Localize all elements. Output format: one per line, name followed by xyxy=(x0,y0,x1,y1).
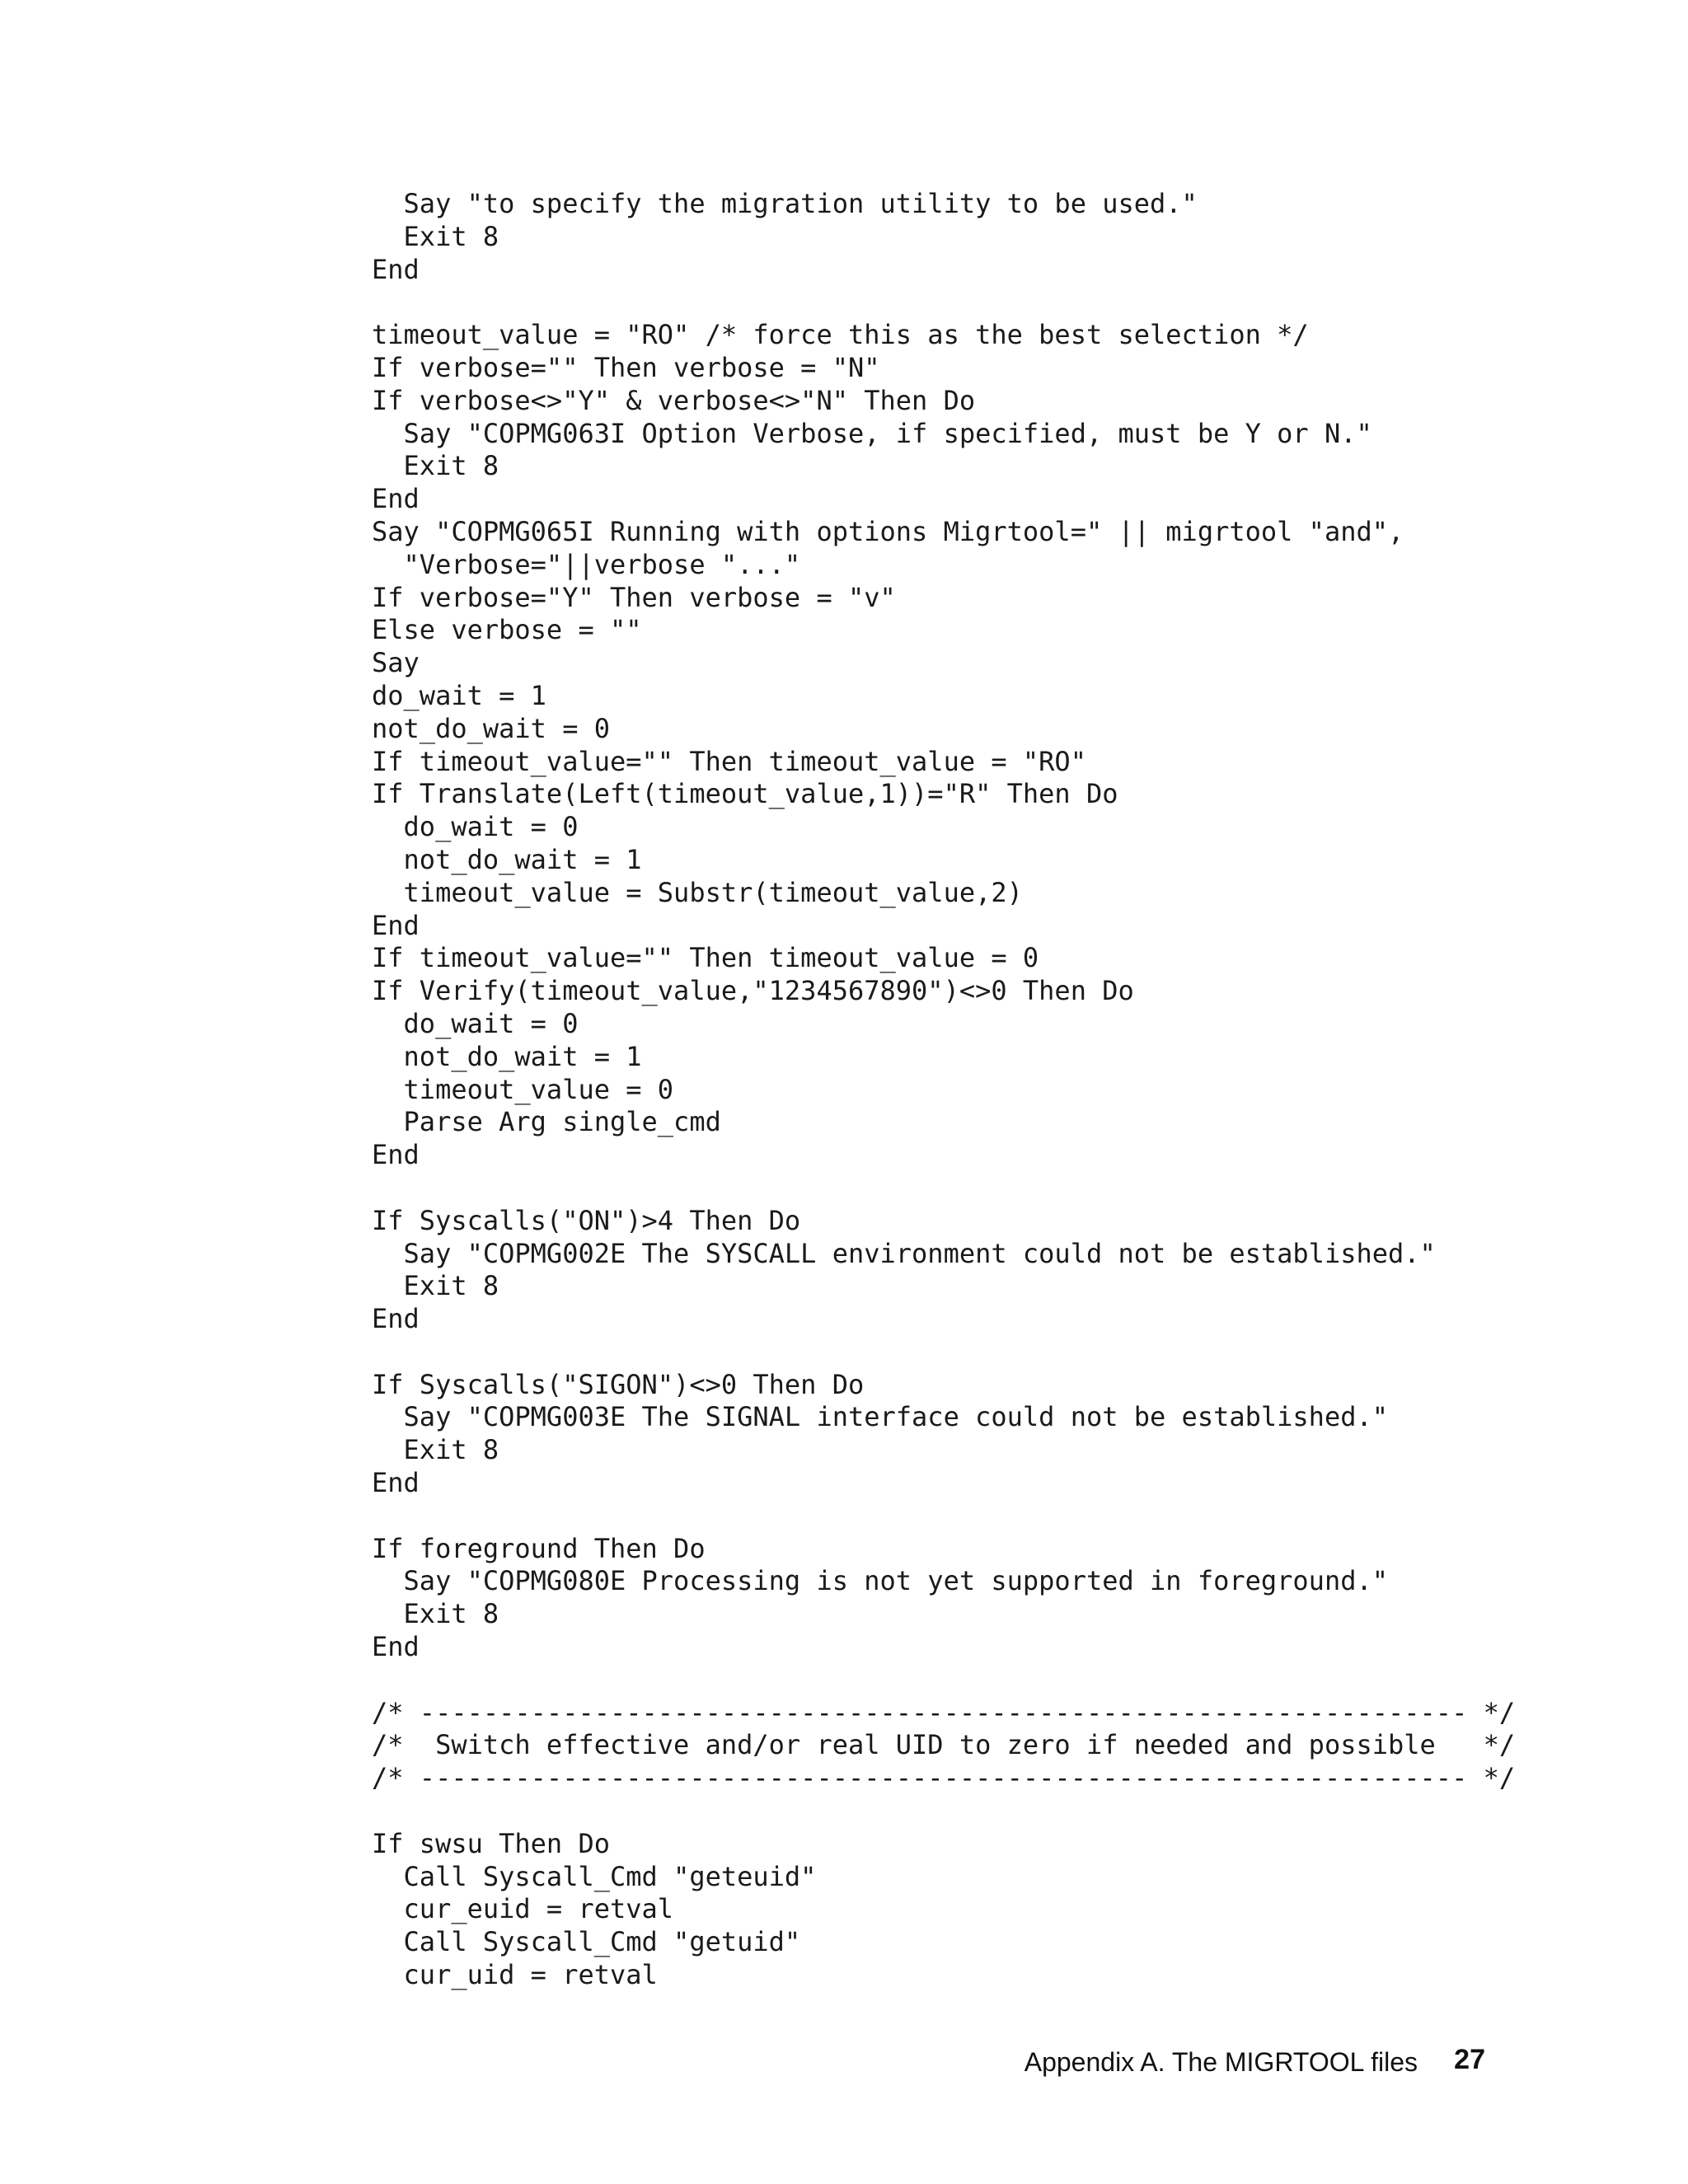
code-line: If verbose<>"Y" & verbose<>"N" Then Do xyxy=(372,384,976,416)
code-line: Say "COPMG063I Option Verbose, if specified, must be Y or N." xyxy=(372,417,1372,449)
code-line: End xyxy=(372,253,420,285)
code-line xyxy=(372,1172,1515,1205)
code-line: not_do_wait = 0 xyxy=(372,712,610,744)
code-line: Exit 8 xyxy=(372,220,499,252)
code-line xyxy=(372,1336,1515,1369)
code-line: do_wait = 1 xyxy=(372,679,546,711)
code-line: do_wait = 0 xyxy=(372,811,579,843)
code-line xyxy=(372,1500,1515,1533)
code-line: If Syscalls("SIGON")<>0 Then Do xyxy=(372,1368,865,1400)
code-line: not_do_wait = 1 xyxy=(372,1040,642,1072)
code-line: /* ------------------------------------------------------------------ */ xyxy=(372,1762,1516,1794)
code-listing xyxy=(372,188,1515,1992)
code-line: Say "COPMG065I Running with options Migrtool=" || migrtool "and", xyxy=(372,515,1404,547)
code-line: Say xyxy=(372,647,420,679)
code-line: /* Switch effective and/or real UID to zero if needed and possible */ xyxy=(372,1729,1516,1761)
code-line: cur_euid = retval xyxy=(372,1893,674,1925)
code-line: do_wait = 0 xyxy=(372,1007,579,1039)
code-line: timeout_value = 0 xyxy=(372,1073,674,1105)
code-line: End xyxy=(372,1467,420,1499)
code-line: If Translate(Left(timeout_value,1))="R" Then Do xyxy=(372,778,1118,810)
code-line xyxy=(372,1664,1515,1697)
code-line: Say "to specify the migration utility to be used." xyxy=(372,188,1198,219)
code-line xyxy=(372,286,1515,319)
code-line: Exit 8 xyxy=(372,450,499,482)
footer-title: Appendix A. The MIGRTOOL files xyxy=(1024,2047,1418,2077)
code-line: Exit 8 xyxy=(372,1270,499,1302)
code-line: If verbose="Y" Then verbose = "v" xyxy=(372,581,896,613)
code-line: If swsu Then Do xyxy=(372,1827,610,1859)
code-line: cur_uid = retval xyxy=(372,1959,658,1991)
code-line: End xyxy=(372,1139,420,1171)
code-line: If foreground Then Do xyxy=(372,1532,706,1564)
code-line: timeout_value = "RO" /* force this as the best selection */ xyxy=(372,319,1309,351)
code-line: Say "COPMG080E Processing is not yet supported in foreground." xyxy=(372,1565,1388,1597)
code-line: /* ------------------------------------------------------------------ */ xyxy=(372,1696,1516,1728)
code-line: End xyxy=(372,1303,420,1335)
code-line: Exit 8 xyxy=(372,1434,499,1466)
code-line: Call Syscall_Cmd "geteuid" xyxy=(372,1860,817,1892)
code-line: If timeout_value="" Then timeout_value = "RO" xyxy=(372,745,1086,777)
code-line: not_do_wait = 1 xyxy=(372,843,642,875)
code-line: End xyxy=(372,1631,420,1663)
code-line: Say "COPMG003E The SIGNAL interface could not be established." xyxy=(372,1401,1388,1433)
code-line: End xyxy=(372,909,420,941)
code-line: Call Syscall_Cmd "getuid" xyxy=(372,1926,801,1958)
code-line: Say "COPMG002E The SYSCALL environment could not be established." xyxy=(372,1237,1436,1269)
code-line: If Syscalls("ON")>4 Then Do xyxy=(372,1204,801,1236)
code-line: If timeout_value="" Then timeout_value = 0 xyxy=(372,942,1039,974)
code-line: timeout_value = Substr(timeout_value,2) xyxy=(372,876,1023,908)
page-number: 27 xyxy=(1454,2044,1485,2075)
code-line xyxy=(372,1795,1515,1828)
code-line: If verbose="" Then verbose = "N" xyxy=(372,351,880,383)
code-line: If Verify(timeout_value,"1234567890")<>0 Then Do xyxy=(372,975,1134,1007)
page-footer xyxy=(1024,2042,1492,2083)
code-line: End xyxy=(372,483,420,515)
code-line: Parse Arg single_cmd xyxy=(372,1106,721,1138)
code-line: Exit 8 xyxy=(372,1598,499,1630)
code-line: "Verbose="||verbose "..." xyxy=(372,548,801,580)
code-line: Else verbose = "" xyxy=(372,614,642,646)
